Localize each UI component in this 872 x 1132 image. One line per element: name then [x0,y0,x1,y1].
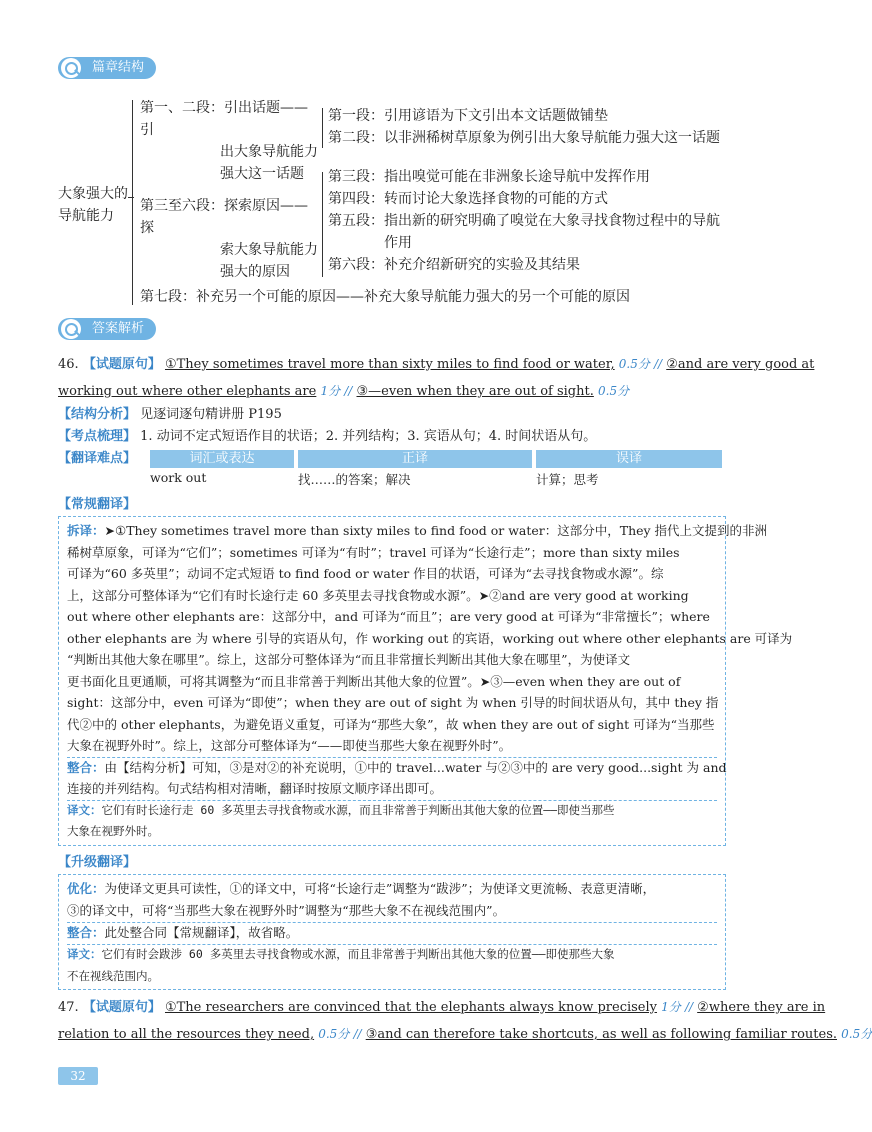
upgrade-line [67,921,717,945]
sub-line: 第六段：补充介绍新研究的实验及其结果 [328,257,580,273]
separator: // [684,1000,694,1014]
node-line: 强大的原因 [220,264,290,280]
regular-line [67,691,717,714]
regular-line [67,541,717,564]
line-label: 整合： [67,759,105,775]
upgrade-line [67,965,717,988]
difficulty-row [58,448,136,470]
regular-line [67,670,717,693]
line-text: 可译为“60 多英里”；动词不定式短语 to find food or water 作目的状语，可译为“去寻找食物或水源”。综 [67,566,664,581]
node-line: 第一、二段：引出话题——引 [140,100,308,138]
tree-root [58,183,138,227]
node-line: 第三至六段：探索原因——探 [140,198,308,236]
q46-sentence [58,351,815,405]
brace-tip [128,197,134,198]
score-1: 1分 [661,1000,681,1014]
regular-line [67,562,717,585]
upgrade-line [67,899,717,923]
clause-2b: relation to all the resources they need, [58,1027,315,1042]
regular-line [67,756,727,779]
table-cell: 找……的答案；解决 [298,472,411,487]
regular-line [67,799,717,822]
line-label: 整合： [67,925,105,940]
page-number: 32 [58,1067,98,1085]
clause-2b: working out where other elephants are [58,384,317,399]
points-row [58,426,596,448]
main-brace [132,100,133,305]
regular-line [67,605,717,628]
q47-sentence [58,994,872,1048]
line-label: 译文： [67,947,102,961]
score-3: 0.5分 [598,384,630,398]
tree-root-line: 导航能力 [58,208,114,224]
node-p12 [140,97,320,185]
upgrade-line [67,943,717,966]
line-text: other elephants are 为 where 引导的宾语从句，作 working out 的宾语，working out where other elephants are 可译为 [67,630,793,646]
line-text: 上，这部分可整体译为“它们有时长途行走 60 多英里去寻找食物或水源”。➤②and are very good at working [67,587,689,603]
regular-line [67,627,793,650]
tag-analysis: 【结构分析】 [58,407,137,422]
line-text: ③的译文中，可将“当那些大象在视野外时”调整为“那些大象不在视线范围内”。 [67,903,506,918]
line-text: “判断出其他大象在哪里”。综上，这部分可整体译为“而且非常擅长判断出其他大象在哪里”，为使译文 [67,652,631,667]
section-label: 答案解析 [92,321,145,336]
regular-line [67,734,717,758]
table-cell: work out [150,470,207,485]
line-text: 大象在视野外时”。综上，这部分可整体译为“——即使当那些大象在视野外时”。 [67,738,512,753]
line-text: 由【结构分析】可知，③是对②的补充说明，①中的 travel...water 与②③中的 are very good...sight 为 and [104,759,727,775]
separator: // [344,384,353,398]
line-text: out where other elephants are：这部分中，and 可译为“而且”；are very good at 可译为“非常擅长”；where [67,609,710,624]
question-number: 47. [58,1000,79,1015]
tag-difficulty: 【翻译难点】 [58,451,137,466]
node-p7: 第七段：补充另一个可能的原因——补充大象导航能力强大的另一个可能的原因 [140,289,630,305]
regular-line [67,820,717,843]
line-text: 为使译文更具可读性，①的译文中，可将“长途行走”调整为“跋涉”；为使译文更流畅、表意更清晰， [104,881,656,896]
table-cell: 计算；思考 [536,472,599,487]
tag-regular: 【常规翻译】 [58,497,137,512]
sub-brace-p12 [322,108,323,148]
points-text: 1. 动词不定式短语作目的状语；2. 并列结构；3. 宾语从句；4. 时间状语从句。 [140,429,597,444]
line-text: 它们有时会跋涉 60 多英里去寻找食物或水源，而且非常善于判断出其他大象的位置——即使那些大象 [101,947,615,961]
node-line: 强大这一话题 [220,166,304,182]
line-text: ➤①They sometimes travel more than sixty miles to find food or water：这部分中，They 指代上文提到的非洲 [104,523,768,538]
node-p36 [140,195,320,283]
score-1: 0.5分 [618,357,650,371]
node-p36-subs [328,166,788,276]
score-2: 1分 [320,384,341,398]
sub-line: 第三段：指出嗅觉可能在非洲象长途导航中发挥作用 [328,169,650,185]
regular-translation-box [58,516,793,846]
section-label: 篇章结构 [92,60,145,75]
sub-line: 第一段：引用谚语为下文引出本文话题做铺垫 [328,108,608,124]
regular-line [67,713,717,736]
question-number: 46. [58,357,79,372]
sub-line: 第五段：指出新的研究明确了嗅觉在大象寻找食物过程中的导航 [328,213,720,229]
line-text: 此处整合同【常规翻译】，故省略。 [104,925,299,940]
tag-original: 【试题原句】 [82,357,161,372]
tree-root-line: 大象强大的 [58,186,128,202]
section-pill-answers [58,318,156,340]
analysis-text: 见逐词逐句精讲册 P195 [140,407,282,422]
section-pill-structure [58,57,156,79]
tag-original: 【试题原句】 [82,1000,161,1015]
regular-line [67,777,717,801]
upgrade-row [58,851,136,870]
line-label: 拆译： [67,523,105,538]
table-header: 词汇或表达 [150,450,294,468]
line-text: sight：这部分中，even 可译为“即使”；when they are out of sight 为 when 引导的时间状语从句，其中 they 指 [67,695,719,710]
sub-line: 第二段：以非洲稀树草原象为例引出大象导航能力强大这一话题 [328,130,720,146]
regular-line [67,584,717,607]
line-label: 优化： [67,881,105,896]
score-2: 0.5分 [318,1027,350,1041]
line-text: 不在视线范围内。 [67,969,159,983]
upgrade-line [67,877,717,900]
score-3: 0.5分 [841,1027,872,1041]
line-text: 大象在视野外时。 [67,824,159,838]
table-header: 误译 [536,450,722,468]
separator: // [654,357,663,371]
sub-line: 第四段：转而讨论大象选择食物的可能的方式 [328,191,608,207]
node-line: 出大象导航能力 [220,144,318,160]
clause-2a: ②and are very good at [666,357,815,372]
clause-1: ①The researchers are convinced that the elephants always know precisely [164,1000,658,1015]
line-text: 它们有时长途行走 60 多英里去寻找食物或水源，而且非常善于判断出其他大象的位置——即使当那些 [101,802,615,817]
table-header: 正译 [298,450,532,468]
magnifier-icon [61,58,81,78]
node-p12-subs [328,105,788,149]
line-label: 译文： [67,802,102,817]
line-text: 更书面化且更通顺，可将其调整为“而且非常善于判断出其他大象的位置”。➤③—even when they are out of [67,673,681,689]
clause-2a: ②where they are in [697,1000,826,1015]
line-text: 代②中的 other elephants，为避免语义重复，可译为“那些大象”，故 when they are out of sight 可译为“当那些 [67,716,715,732]
tag-points: 【考点梳理】 [58,429,137,444]
magnifier-icon [61,319,81,339]
clause-3: ③—even when they are out of sight. [356,384,594,399]
clause-1: ①They sometimes travel more than sixty miles to find food or water, [164,357,615,372]
line-text: 连接的并列结构。句式结构相对清晰，翻译时按原文顺序译出即可。 [67,781,443,796]
regular-line [67,519,768,542]
sub-brace-p36 [322,172,323,277]
line-text: 稀树草原象，可译为“它们”；sometimes 可译为“有时”；travel 可译为“长途行走”；more than sixty miles [67,544,680,560]
tag-upgrade: 【升级翻译】 [58,855,137,870]
regular-line [67,648,717,671]
separator: // [353,1027,362,1041]
upgrade-translation-box [58,874,726,990]
clause-3: ③and can therefore take shortcuts, as well as following familiar routes. [365,1027,838,1042]
sub-line: 作用 [384,235,412,251]
regular-row [58,493,136,512]
node-line: 索大象导航能力 [220,242,318,258]
analysis-row [58,404,282,426]
